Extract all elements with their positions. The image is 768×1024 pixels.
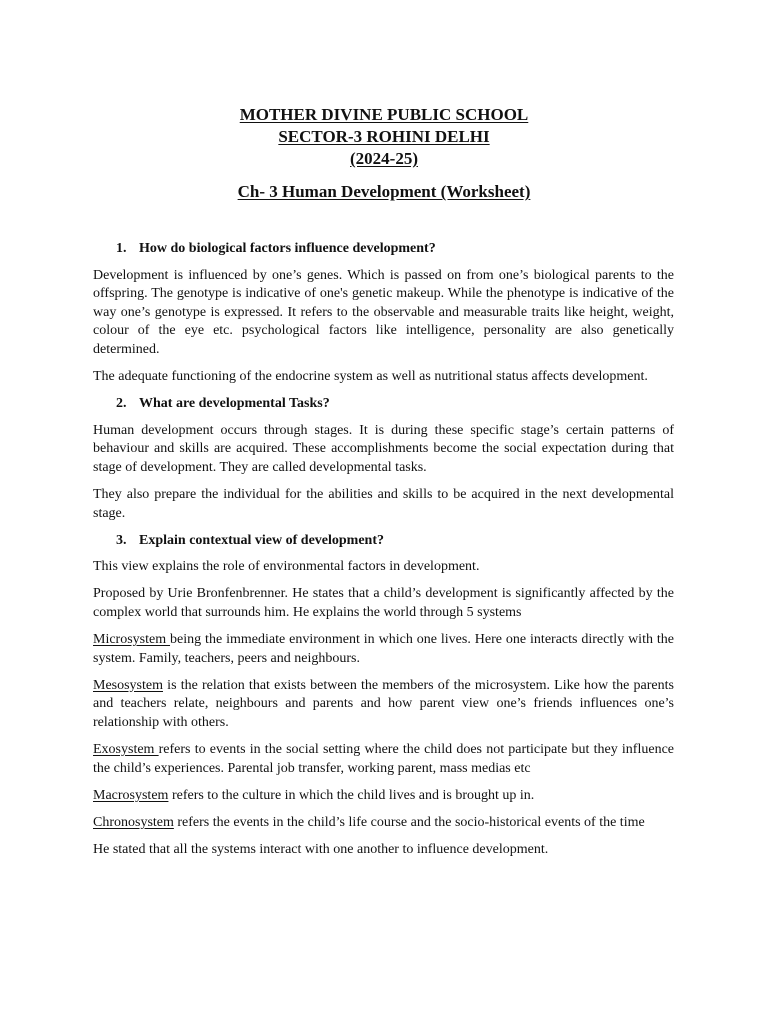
chronosystem-definition: refers the events in the child’s life course and the socio-historical events of the time: [173, 814, 645, 830]
mesosystem-paragraph: [93, 677, 674, 733]
school-address: SECTOR-3 ROHINI DELHI: [278, 127, 490, 146]
answer-paragraph: The adequate functioning of the endocrine system as well as nutritional status affects development.: [93, 369, 648, 385]
chronosystem-term: Chronosystem: [93, 814, 174, 830]
mesosystem-term: Mesosystem: [93, 677, 163, 693]
document-header: [0, 104, 768, 203]
question-text: Explain contextual view of development?: [139, 532, 384, 548]
microsystem-definition: being the immediate environment in which one lives. Here one interacts directly with the system. Family, teachers, peers and neighbours.: [93, 632, 674, 666]
question-number: 2.: [116, 396, 127, 412]
answer-paragraph: Human development occurs through stages. It is during these specific stage’s certain patterns of behaviour and skills are acquired. These accomplishments become the social expectation during that stage of development. They are called developmental tasks.: [93, 422, 674, 475]
macrosystem-term: Macrosystem: [93, 787, 169, 803]
answer-paragraph: This view explains the role of environmental factors in development.: [93, 559, 480, 575]
worksheet-body: [93, 240, 674, 868]
question-number: 1.: [116, 241, 127, 256]
macrosystem-paragraph: [93, 787, 674, 806]
school-name: MOTHER DIVINE PUBLIC SCHOOL: [239, 105, 529, 124]
mesosystem-definition: is the relation that exists between the members of the microsystem. Like how the parents and teachers relate, neighbours and parents and how parent view one’s friends influences one’s relationship with others.: [93, 677, 674, 730]
exosystem-paragraph: [93, 741, 674, 778]
question-text: How do biological factors influence development?: [139, 241, 436, 256]
question-1: [93, 240, 674, 259]
question-number: 3.: [116, 532, 127, 548]
microsystem-paragraph: [93, 631, 674, 668]
microsystem-term: Microsystem: [93, 632, 171, 648]
chapter-title: Ch- 3 Human Development (Worksheet): [237, 182, 531, 201]
conclusion-paragraph: He stated that all the systems interact with one another to influence development.: [93, 841, 549, 857]
question-3: [93, 532, 674, 551]
macrosystem-definition: refers to the culture in which the child lives and is brought up in.: [168, 787, 535, 803]
chronosystem-paragraph: [93, 814, 674, 833]
question-text: What are developmental Tasks?: [139, 396, 330, 412]
exosystem-definition: refers to events in the social setting where the child does not participate but they influence the child’s experiences. Parental job transfer, working parent, mass medias etc: [93, 742, 674, 776]
academic-session: (2024-25): [350, 149, 418, 168]
answer-paragraph: They also prepare the individual for the abilities and skills to be acquired in the next developmental stage.: [93, 487, 674, 521]
answer-paragraph: Proposed by Urie Bronfenbrenner. He states that a child’s development is significantly affected by the complex world that surrounds him. He explains the world through 5 systems: [93, 586, 674, 620]
answer-paragraph: Development is influenced by one’s genes. Which is passed on from one’s biological parents to the offspring. The genotype is indicative of one's genetic makeup. While the phenotype is indicative of the way one’s genotype is expressed. It refers to the observable and measurable traits like height, weight, colour of the eye etc. psychological factors like intelligence, personality are also genetically determined.: [93, 267, 674, 357]
exosystem-term: Exosystem: [93, 742, 159, 758]
question-2: [93, 395, 674, 414]
